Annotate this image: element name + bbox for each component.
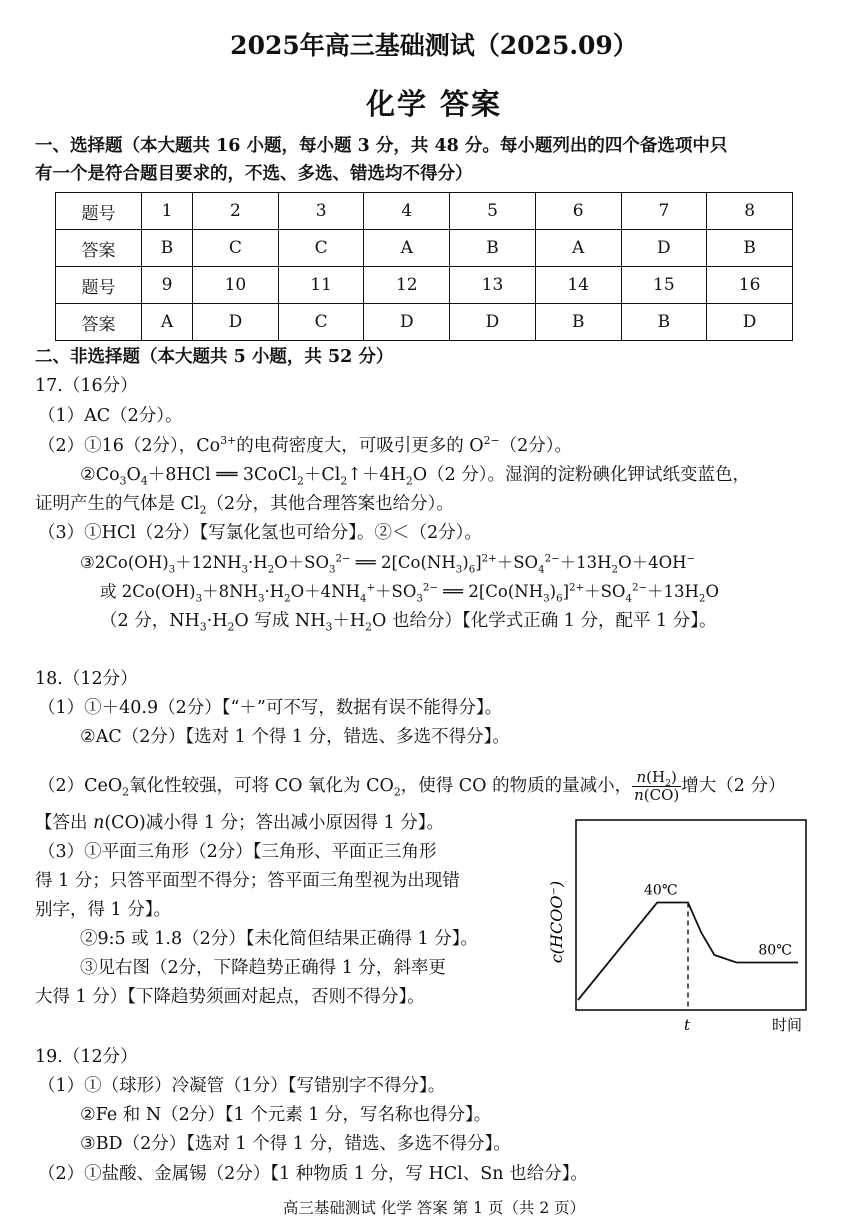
y-axis-label: c(HCOO⁻) (547, 880, 566, 964)
q17-part3-equation1: $③2Co(OH)_3+12NH_3\cdot H_2O+SO_3^{2-}$ ══ $2[Co(NH_3)_6]^{2+}+SO_4^{2-}+13H_2O+4OH^-$ (80, 553, 696, 576)
table-cell: D (621, 230, 707, 267)
q18-title: 18.（12分） (35, 669, 138, 689)
table-cell: C (278, 230, 364, 267)
x-axis-label: 时间 (772, 1016, 803, 1034)
q17-part1: （1）AC（2分）。 (38, 406, 183, 426)
q19-part1-line3: ③BD（2分）【选对 1 个得 1 分，错选、多选不得分】。 (80, 1134, 511, 1154)
table-cell: 答案 (56, 304, 142, 341)
page-footer: 高三基础测试 化学 答案 第 1 页（共 2 页） (282, 1199, 586, 1217)
section2-heading: 二、非选择题（本大题共 5 小题，共 52 分） (35, 347, 394, 367)
table-row (56, 267, 793, 304)
label-80c: 80℃ (758, 942, 792, 959)
figure-frame (576, 820, 806, 1010)
q19-part2-line1: （2）①盐酸、金属锡（2分）【1 种物质 1 分，写 HCl、Sn 也给分】。 (38, 1164, 588, 1184)
table-row (56, 304, 793, 341)
q18-part3-line1: （3）①平面三角形（2分）【三角形、平面正三角形 (38, 842, 437, 862)
table-cell: 12 (364, 267, 450, 304)
table-cell: B (142, 230, 193, 267)
table-cell: 14 (535, 267, 621, 304)
table-cell: B (707, 230, 793, 267)
q17-part3-equation2: 或 $2Co(OH)_3+8NH_3\cdot H_2O+4NH_4^++SO_3^{2-}$ ══ $2[Co(NH_3)_6]^{2+}+SO_4^{2-}+13H_2O$ (100, 582, 719, 605)
q18-part2-line1: （2）CeO$_2$氧化性较强，可将 CO 氧化为 $CO_2$，使得 CO 的物质的量减小， $\frac{n(H_2)}{n(CO)}$ 增大（2 分） (38, 768, 786, 804)
table-cell: 1 (142, 193, 193, 230)
q18-part2-line2: 【答出 n(CO)减小得 1 分；答出减小原因得 1 分】。 (35, 813, 445, 833)
table-row (56, 193, 793, 230)
table-cell: A (364, 230, 450, 267)
h2-co-ratio-fraction: $\frac{n(H_2)}{n(CO)}$ (634, 768, 680, 804)
table-cell: A (535, 230, 621, 267)
q18-part3-line4: ②9:5 或 1.8（2分）【未化简但结果正确得 1 分】。 (80, 929, 479, 949)
label-t: t (684, 1016, 691, 1034)
table-cell: 6 (535, 193, 621, 230)
table-cell: D (707, 304, 793, 341)
table-cell: 10 (193, 267, 279, 304)
table-cell: 8 (707, 193, 793, 230)
figure-svg (538, 812, 818, 1042)
table-cell: C (193, 230, 279, 267)
q17-part2-line2: $②Co_3O_4+8HCl$ ══ $3CoCl_2+Cl_2↑+4H_2O(2$ 分）。湿润的淀粉碘化钾试纸变蓝色， (80, 465, 751, 488)
table-cell: 11 (278, 267, 364, 304)
table-cell: 题号 (56, 267, 142, 304)
hcoo-concentration-figure (538, 812, 818, 1042)
table-cell: D (193, 304, 279, 341)
q18-part1-line2: ②AC（2分）【选对 1 个得 1 分，错选、多选不得分】。 (80, 727, 510, 747)
q17-title: 17.（16分） (35, 376, 138, 396)
section1-heading-line2: 有一个是符合题目要求的，不选、多选、错选均不得分） (35, 164, 473, 184)
table-cell: D (450, 304, 536, 341)
answer-table (55, 192, 793, 341)
table-cell: C (278, 304, 364, 341)
table-cell: 4 (364, 193, 450, 230)
table-cell: 3 (278, 193, 364, 230)
table-cell: B (621, 304, 707, 341)
table-cell: B (535, 304, 621, 341)
table-cell: 答案 (56, 230, 142, 267)
table-cell: 16 (707, 267, 793, 304)
q18-part1-line1: （1）①＋40.9（2分）【“＋”可不写，数据有误不能得分】。 (38, 698, 503, 718)
table-cell: B (450, 230, 536, 267)
section1-heading-line1: 一、选择题（本大题共 16 小题，每小题 3 分，共 48 分。每小题列出的四个备选项中只 (35, 136, 728, 156)
label-40c: 40℃ (644, 882, 678, 899)
q18-part3-line6: 大得 1 分）【下降趋势须画对起点，否则不得分】。 (35, 987, 425, 1007)
page-title: 2025年高三基础测试（2025.09） (230, 31, 638, 60)
table-cell: 13 (450, 267, 536, 304)
q17-part2-line1: （2）①16（2分），$Co^{3+}$的电荷密度大，可吸引更多的 $O^{2-}(2$分）。 (38, 434, 573, 456)
table-cell: 题号 (56, 193, 142, 230)
table-cell: 9 (142, 267, 193, 304)
q19-title: 19.（12分） (35, 1047, 138, 1067)
table-cell: 2 (193, 193, 279, 230)
q17-part3-line1: （3）①HCl（2分）【写氯化氢也可给分】。②＜（2分）。 (38, 523, 482, 543)
table-cell: 5 (450, 193, 536, 230)
q17-part3-note: （2 分，$NH_3\cdot H_2O$ 写成 $NH_3+H_2O$ 也给分）【化学式正确 1 分，配平 1 分】。 (100, 611, 717, 634)
table-cell: 15 (621, 267, 707, 304)
q18-part3-line2: 得 1 分；只答平面型不得分；答平面三角型视为出现错 (35, 871, 460, 891)
q17-part2-line3: 证明产生的气体是 $Cl_2(2$分，其他合理答案也给分）。 (35, 494, 454, 517)
page-subtitle: 化学 答案 (365, 87, 503, 121)
table-cell: 7 (621, 193, 707, 230)
q19-part1-line2: ②Fe 和 N（2分）【1 个元素 1 分，写名称也得分】。 (80, 1105, 492, 1125)
q18-part3-line5: ③见右图（2分，下降趋势正确得 1 分，斜率更 (80, 958, 446, 978)
table-row (56, 230, 793, 267)
table-cell: D (364, 304, 450, 341)
table-cell: A (142, 304, 193, 341)
q18-part3-line3: 别字，得 1 分】。 (35, 900, 172, 920)
q19-part1-line1: （1）①（球形）冷凝管（1分）【写错别字不得分】。 (38, 1076, 446, 1096)
